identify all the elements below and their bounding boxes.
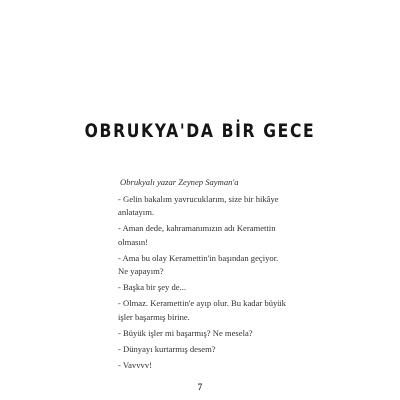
dialogue-line: - Başka bir şey de... [118, 282, 187, 293]
dialogue-line: - Gelin bakalım yavrucuklarım, size bir hikâye anlatayım. [118, 193, 279, 218]
dialogue-line: - Vavvvv! [118, 359, 152, 370]
dialogue-line: - Büyük işler mi başarmış? Ne mesela? [118, 327, 253, 338]
dialogue-line: - Aman dede, kahramanımızın adı Keramettin olmasın! [118, 223, 276, 247]
page-number: 7 [197, 382, 203, 392]
dialogue-line: - Dünyayı kurtarmış desem? [118, 343, 216, 354]
dialogue-line: - Ama bu olay Keramettin'in başından geçiyor. Ne yapayım? [118, 252, 279, 277]
chapter-title: OBRUKYA'DA BİR GECE [84, 120, 316, 142]
chapter-body [118, 176, 288, 375]
dialogue-line: - Olmaz. Keramettin'e ayıp olur. Bu kadar büyük işler başarmış birine. [118, 298, 286, 322]
dedication: Obrukyalı yazar Zeynep Sayman'a [120, 177, 239, 187]
